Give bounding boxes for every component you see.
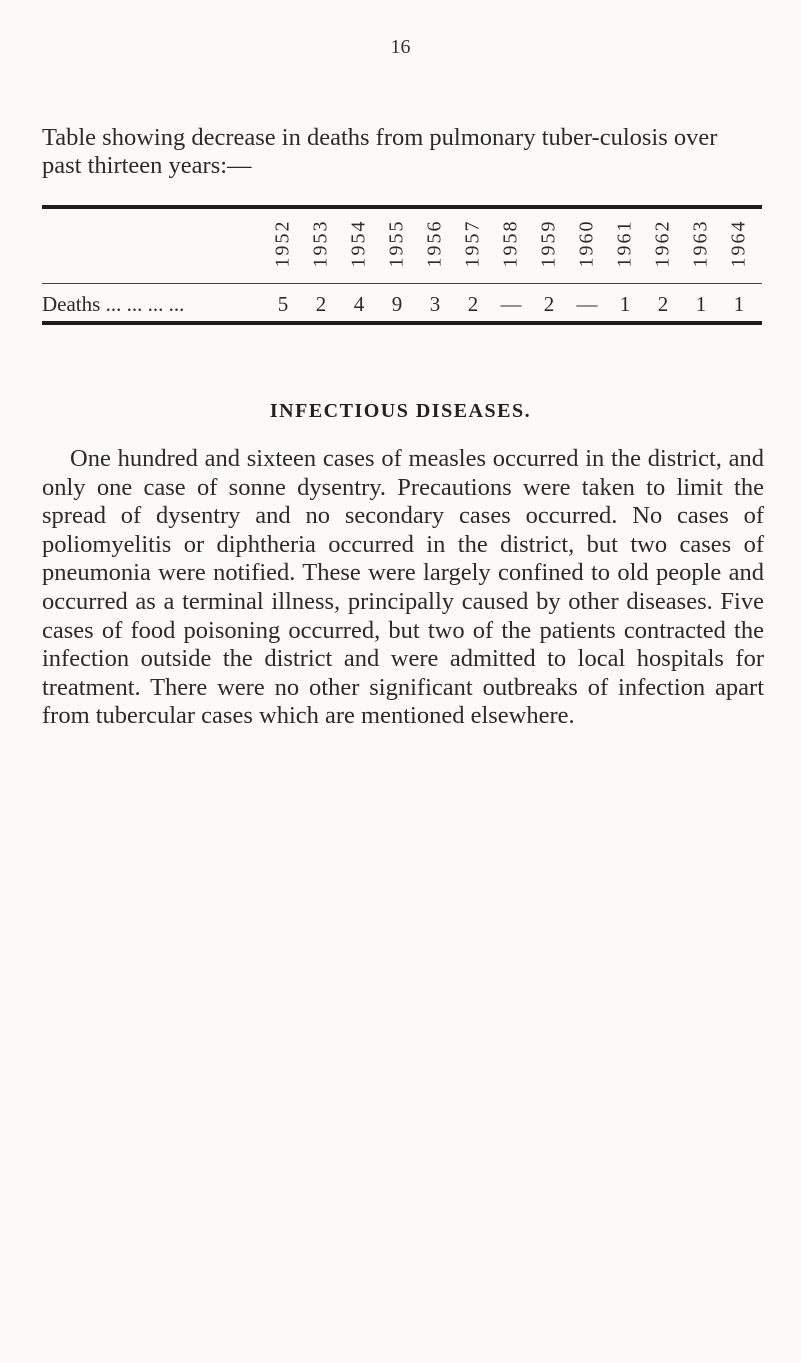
table-cell: 1 — [619, 292, 631, 316]
table-header-rule — [42, 283, 762, 284]
body-paragraph: One hundred and sixteen cases of measles occurred in the district, and only one case of sonne dysentry. Precautions were taken to limit the spread of dysentry and no secondary cases occurred. No cases of poliomyelitis or diphtheria occurred in the district, but two cases of pneumonia were notified. These were largely confined to old people and occurred as a terminal illness, principally caused by other diseases. Five cases of food poisoning occurred, but two of the patients contracted the infection outside the district and were admitted to local hospitals for treatment. There were no other significant outbreaks of infection apart from tubercular cases which are mentioned elsewhere. — [42, 445, 764, 730]
row-label-deaths: Deaths ... ... ... ... — [42, 292, 185, 316]
table-cell: 9 — [391, 292, 403, 316]
year-header: 1962 — [651, 219, 674, 267]
year-header: 1955 — [385, 219, 408, 267]
table-cell: 5 — [277, 292, 289, 316]
year-header: 1958 — [499, 219, 522, 267]
year-header: 1961 — [613, 219, 636, 267]
year-header: 1953 — [309, 219, 332, 267]
year-header: 1952 — [271, 219, 294, 267]
year-header: 1959 — [537, 219, 560, 267]
table-cell: 3 — [429, 292, 441, 316]
table-cell: — — [500, 292, 522, 316]
table-top-rule — [42, 205, 762, 209]
year-header: 1957 — [461, 219, 484, 267]
year-header: 1956 — [423, 219, 446, 267]
section-heading: INFECTIOUS DISEASES. — [269, 400, 532, 422]
table-caption: Table showing decrease in deaths from pulmonary tuber-culosis over past thirteen years:— — [42, 124, 718, 179]
table-cell: 4 — [353, 292, 365, 316]
year-header: 1954 — [347, 219, 370, 267]
table-cell: 2 — [467, 292, 479, 316]
table-cell: 1 — [695, 292, 707, 316]
year-header: 1960 — [575, 219, 598, 267]
table-cell: 2 — [657, 292, 669, 316]
table-cell: 1 — [733, 292, 745, 316]
table-cell: 2 — [543, 292, 555, 316]
table-cell: — — [576, 292, 598, 316]
year-header: 1963 — [689, 219, 712, 267]
table-cell: 2 — [315, 292, 327, 316]
year-header: 1964 — [727, 219, 750, 267]
page-number: 16 — [390, 36, 411, 58]
table-bottom-rule — [42, 321, 762, 325]
